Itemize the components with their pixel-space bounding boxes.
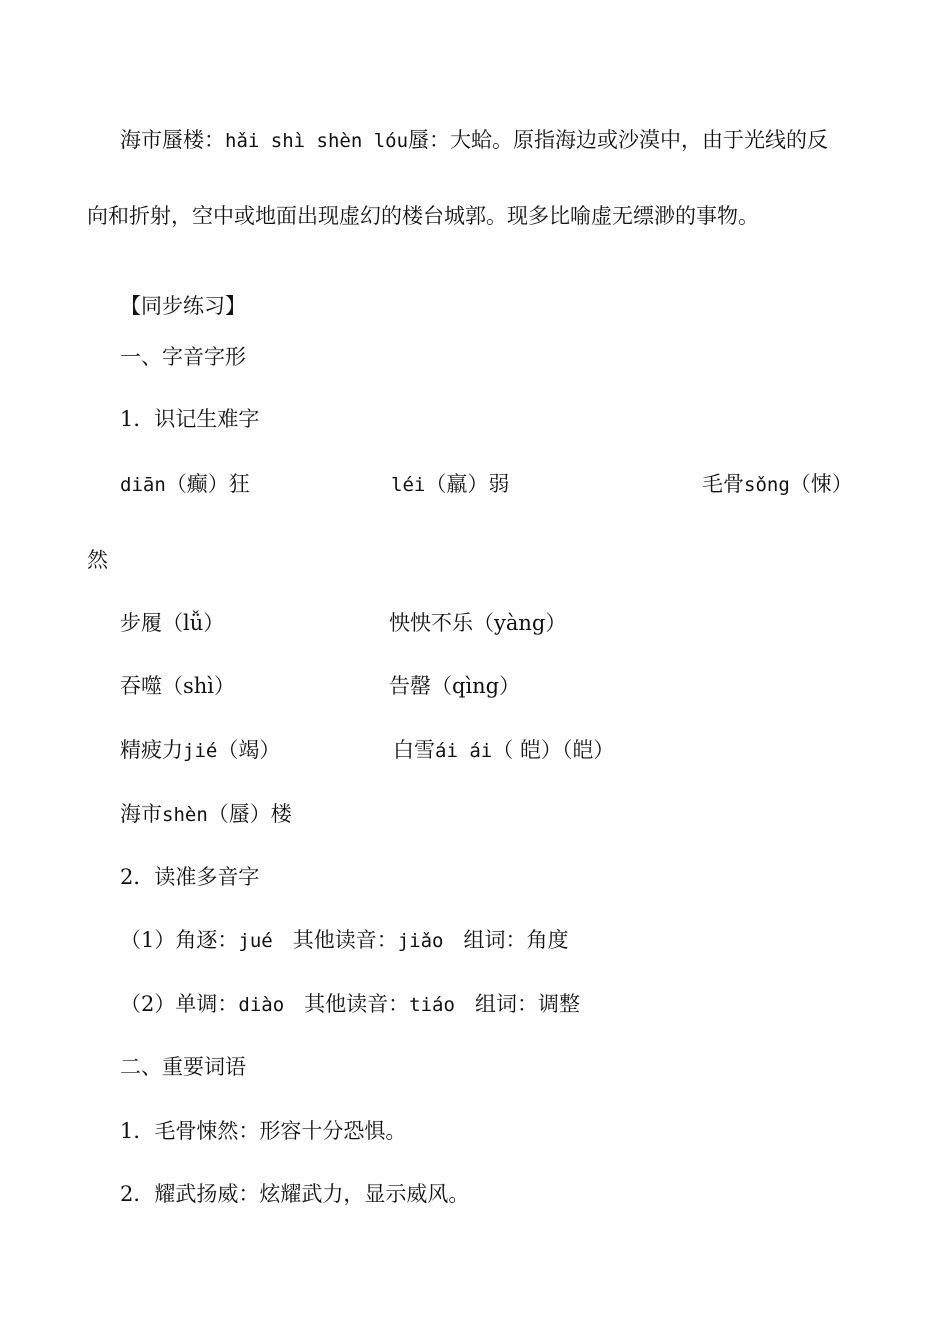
vocab-definition: 2．耀武扬威：炫耀武力，显示威风。	[120, 1182, 470, 1206]
vocab-item: 吞噬（shì）	[120, 674, 236, 698]
polyphone-item: （1）角逐：jué 其他读音：jiǎo 组词：角度	[120, 928, 569, 952]
vocab-item: 白雪ái ái（ 皑）（皑）	[393, 738, 615, 762]
term-definition: 蜃：大蛤。原指海边或沙漠中，由于光线的反	[408, 128, 829, 152]
vocab-item: 精疲力jié（竭）	[120, 738, 281, 762]
polyphone-item: （2）单调：diào 其他读音：tiáo 组词：调整	[120, 992, 580, 1016]
vocab-item: 毛骨sǒng（悚）	[702, 472, 853, 496]
vocab-item: diān（癫）狂	[120, 472, 250, 496]
term-pinyin: hǎi shì shèn lóu	[225, 130, 409, 152]
vocab-item: 步履（lǚ）	[120, 611, 225, 635]
section-2-title: 二、重要词语	[120, 1055, 246, 1079]
exercise-heading: 【同步练习】	[120, 294, 246, 318]
term: 海市蜃楼：	[120, 128, 225, 152]
vocab-item: léi（羸）弱	[391, 472, 510, 496]
vocab-item: 怏怏不乐（yàng）	[389, 611, 567, 635]
vocab-item-wrap: 然	[87, 548, 108, 572]
vocab-definition: 1．毛骨悚然：形容十分恐惧。	[120, 1119, 407, 1143]
intro-line-2: 向和折射，空中或地面出现虚幻的楼台城郭。现多比喻虚无缥渺的事物。	[87, 204, 759, 228]
subsection-2-title: 2．读准多音字	[120, 865, 260, 889]
section-1-title: 一、字音字形	[120, 345, 246, 369]
vocab-item: 海市shèn（蜃）楼	[120, 802, 292, 826]
intro-line-1	[120, 126, 828, 155]
subsection-1-title: 1．识记生难字	[120, 407, 260, 431]
vocab-item: 告罄（qìng）	[389, 674, 521, 698]
